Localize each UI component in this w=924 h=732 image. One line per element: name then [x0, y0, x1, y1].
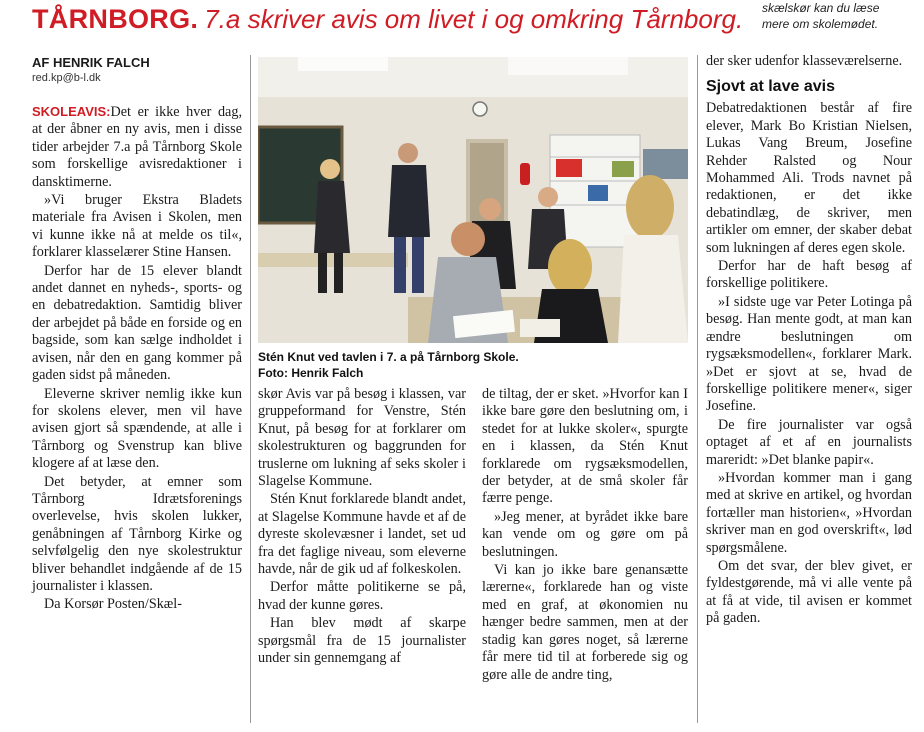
article-paragraph: de tiltag, der er sket. »Hvorfor kan I ikke bare gøre den beslutning om, i stedet for at lukke skoler«, spurgte en i klassen, da Stén Knut forklarede om rygsæksmodellen, der betyder, at de små skoler får færre penge. [482, 386, 688, 507]
article-paragraph: Han blev mødt af skarpe spørgsmål fra de 15 journalister under sin gennemgang af [258, 615, 466, 667]
article-column-1 [32, 103, 242, 615]
byline-author: AF HENRIK FALCH [32, 55, 150, 70]
article-paragraph: Om det svar, der blev givet, er fyldestgørende, må vi alle vente på at få at vide, til avisen er kommet på gaden. [706, 557, 912, 627]
article-paragraph: Det betyder, at emner som Tårnborg Idrætsforenings overlevelse, hvis skolen lukker, genåbningen af Tårnborg Kirke og selvfølgelig den nye skolestruktur bliver behandlet indgående af de 15 journalister i klassen. [32, 473, 242, 594]
photo-caption-text: Stén Knut ved tavlen i 7. a på Tårnborg Skole. [258, 350, 519, 364]
photo-credit: Foto: Henrik Falch [258, 366, 364, 380]
article-column-2 [258, 386, 466, 669]
article-paragraph: Derfor har de haft besøg af forskellige politikere. [706, 258, 912, 292]
article-paragraph: Stén Knut forklarede blandt andet, at Slagelse Kommune havde et af de dyreste skolevæsner i landet, set ud fra det faglige niveau, som eleverne havde, når de gik ud af folkeskolen. [258, 491, 466, 578]
teaser-box [762, 0, 922, 32]
article-column-3 [482, 386, 688, 685]
teaser-line: skælskør kan du læse [762, 1, 880, 15]
article-column-4 [706, 53, 912, 629]
article-paragraph: »Vi bruger Ekstra Bladets materiale fra Avisen i Skolen, men vi kunne ikke nå at melde os til«, forklarer klasselærer Stine Hansen. [32, 192, 242, 261]
article-paragraph: De fire journalister var også optaget af et af en journalists mareridt: »Det blanke papir«. [706, 416, 912, 468]
lead-label: SKOLEAVIS: [32, 104, 111, 119]
headline-title: 7.a skriver avis om livet i og omkring Tårnborg. [204, 4, 744, 34]
article-paragraph: Eleverne skriver nemlig ikke kun for skolens elever, men vil have avisen gjort så spændende, at alle i Tårnborg og Svenstrup kan blive klogere af at læse den. [32, 385, 242, 472]
article-paragraph: Debatredaktionen består af fire elever, Mark Bo Kristian Nielsen, Lukas Vang Breum, Josefine Rehder Ralsted og Nour Mohammed Ali. Trods navnet på redaktionen, er det ikke debatindlæg, de skriver, men artikler om emner, der skaber debat som lukningen af deres egen skole. [706, 100, 912, 256]
headline-kicker: TÅRNBORG. [32, 4, 199, 34]
byline-email: red.kp@b-l.dk [32, 72, 101, 84]
headline [32, 0, 744, 40]
article-paragraph: skør Avis var på besøg i klassen, var gruppeformand for Venstre, Stén Knut, på besøg for at forklarer om skolestrukturen og baggrunden for truslerne om lukning af seks skoler i Slagelse Kommune. [258, 386, 466, 490]
column-divider [697, 55, 698, 723]
article-paragraph: »Jeg mener, at byrådet ikke bare kan vende om og gøre om på beslutningen. [482, 508, 688, 560]
lead-text: Det er ikke hver dag, at der åbner en ny avis, men i disse tider arbejder 7.a på Tårnborg Skole som forskellige avisredaktioner i dansktimerne. [32, 104, 242, 190]
article-paragraph: Derfor har de 15 elever blandt andet dannet en nyheds-, sports- og en debatredaktion. Samtidig bliver der arbejdet på både en forside og en bagside, som kan sælge indholdet i avisen, når den en gang kommer på gaden sidst på måneden. [32, 262, 242, 384]
article-subhead: Sjovt at lave avis [706, 78, 835, 96]
article-paragraph: »I sidste uge var Peter Lotinga på besøg. Han mente godt, at man kan ændre beslutningen om rygsæksmodellen«, forklarer Mark. »Det er sjovt at se, hvad de forskellige politikere mener«, siger Josefine. [706, 293, 912, 415]
teaser-line: mere om skolemødet. [762, 17, 879, 31]
article-paragraph [32, 103, 242, 191]
column-divider [250, 55, 251, 723]
classroom-photo-illustration [258, 57, 688, 343]
photo-caption [258, 349, 688, 381]
byline [32, 55, 242, 85]
article-paragraph: Vi kan jo ikke bare genansætte lærerne«, forklarede han og viste med en graf, at økonomien nu hænger bedre sammen, men at der stadig kan gøres noget, så lærerne får mere tid til at forberede sig og gøre alle de andre ting, [482, 562, 688, 683]
article-paragraph: Da Korsør Posten/Skæl- [44, 596, 182, 613]
classroom-photo [258, 57, 688, 343]
article-paragraph: »Hvordan kommer man i gang med at skrive en artikel, og hvordan fortæller man historien«, »Hvordan skriver man en god overskrift«, lød spørgsmålene. [706, 469, 912, 556]
article-paragraph: der sker udenfor klasseværelserne. [706, 53, 903, 69]
article-paragraph: Derfor måtte politikerne se på, hvad der kunne gøres. [258, 579, 466, 613]
